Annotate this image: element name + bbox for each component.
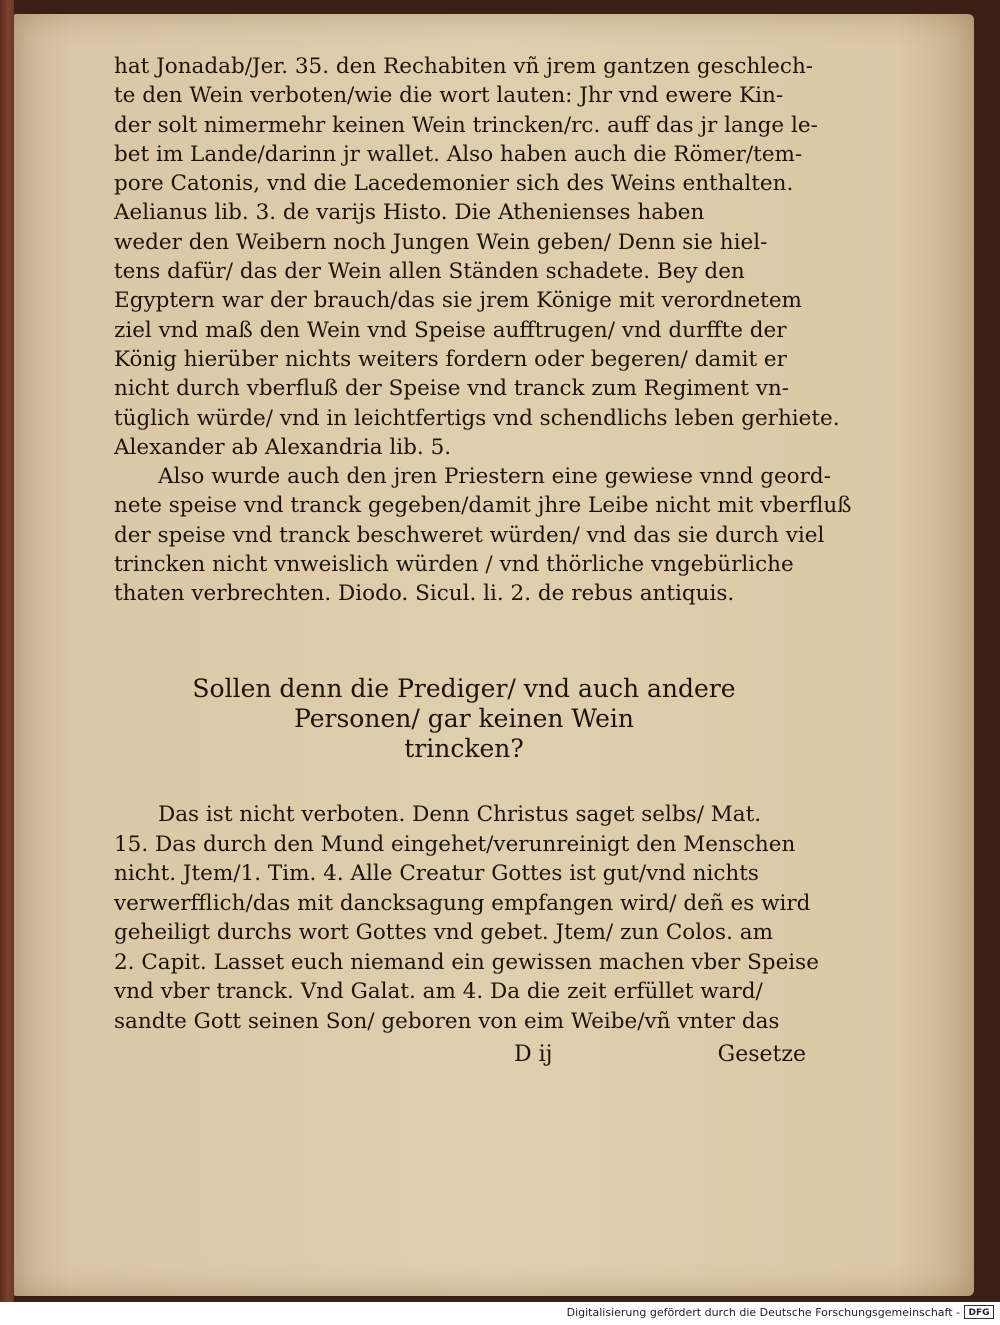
text-line: pore Catonis, vnd die Lacedemonier sich des Weins enthalten. [114, 171, 794, 197]
section-heading [114, 674, 814, 764]
text-line: trincken nicht vnweislich würden / vnd thörliche vngebürliche [114, 552, 794, 578]
text-line: geheiligt durchs wort Gottes vnd gebet. Jtem/ zun Colos. am [114, 920, 773, 945]
binding-edge [0, 0, 14, 1302]
text-line: Aelianus lib. 3. de varijs Histo. Die Athenienses haben [114, 200, 705, 226]
text-block-top [114, 52, 852, 609]
heading-line: trincken? [404, 734, 524, 763]
text-line: Das ist nicht verboten. Denn Christus saget selbs/ Mat. [158, 802, 762, 827]
text-line: verwerfflich/das mit dancksagung empfangen wird/ deñ es wird [114, 890, 811, 916]
dfg-logo: DFG [964, 1305, 994, 1319]
heading-line: Sollen denn die Prediger/ vnd auch andere [192, 674, 736, 703]
paragraph-3 [114, 800, 819, 1036]
digitization-credit: Digitalisierung gefördert durch die Deutsche Forschungsgemeinschaft - [566, 1306, 960, 1319]
text-line: tens dafür/ das der Wein allen Ständen schadete. Bey den [114, 259, 745, 285]
text-line: thaten verbrechten. Diodo. Sicul. li. 2. de rebus antiquis. [114, 581, 735, 607]
text-line: nete speise vnd tranck gegeben/damit jhre Leibe nicht mit vberfluß [114, 493, 852, 519]
text-line: te den Wein verboten/wie die wort lauten: Jhr vnd ewere Kin- [114, 83, 784, 109]
text-line: tüglich würde/ vnd in leichtfertigs vnd schendlichs leben gerhiete. [114, 405, 840, 431]
text-line: 15. Das durch den Mund eingehet/verunreinigt den Menschen [114, 831, 796, 857]
text-line: Alexander ab Alexandria lib. 5. [114, 434, 452, 460]
text-line: der speise vnd tranck beschweret würden/ vnd das sie durch viel [114, 522, 825, 548]
text-line: weder den Weibern noch Jungen Wein geben/ Denn sie hiel- [114, 229, 768, 255]
paragraph-2 [114, 462, 852, 608]
text-line: sandte Gott seinen Son/ geboren von eim Weibe/vñ vnter das [114, 1008, 780, 1034]
text-line: bet im Lande/darinn jr wallet. Also haben auch die Römer/tem- [114, 141, 803, 167]
catchword: Gesetze [717, 1042, 806, 1067]
heading-line: Personen/ gar keinen Wein [294, 704, 634, 733]
paragraph-1 [114, 52, 840, 462]
text-line: König hierüber nichts weiters fordern oder begeren/ damit er [114, 346, 787, 372]
text-line: vnd vber tranck. Vnd Galat. am 4. Da die zeit erfüllet ward/ [114, 979, 763, 1004]
text-line: 2. Capit. Lasset euch niemand ein gewissen machen vber Speise [114, 949, 819, 975]
text-line: der solt nimermehr keinen Wein trincken/rc. auff das jr lange le- [114, 112, 818, 138]
page-footer-line [114, 1042, 814, 1074]
book-page [14, 14, 974, 1296]
text-line: nicht. Jtem/1. Tim. 4. Alle Creatur Gottes ist gut/vnd nichts [114, 861, 759, 886]
text-line: hat Jonadab/Jer. 35. den Rechabiten vñ jrem gantzen geschlech- [114, 54, 814, 79]
text-line: Egyptern war der brauch/das sie jrem Könige mit verordnetem [114, 288, 802, 314]
text-line: Also wurde auch den jren Priestern eine gewiese vnnd geord- [158, 464, 831, 490]
text-line: nicht durch vberfluß der Speise vnd tranck zum Regiment vn- [114, 376, 789, 402]
signature-mark: D ij [514, 1042, 553, 1067]
text-line: ziel vnd maß den Wein vnd Speise aufftrugen/ vnd durffte der [114, 317, 787, 343]
